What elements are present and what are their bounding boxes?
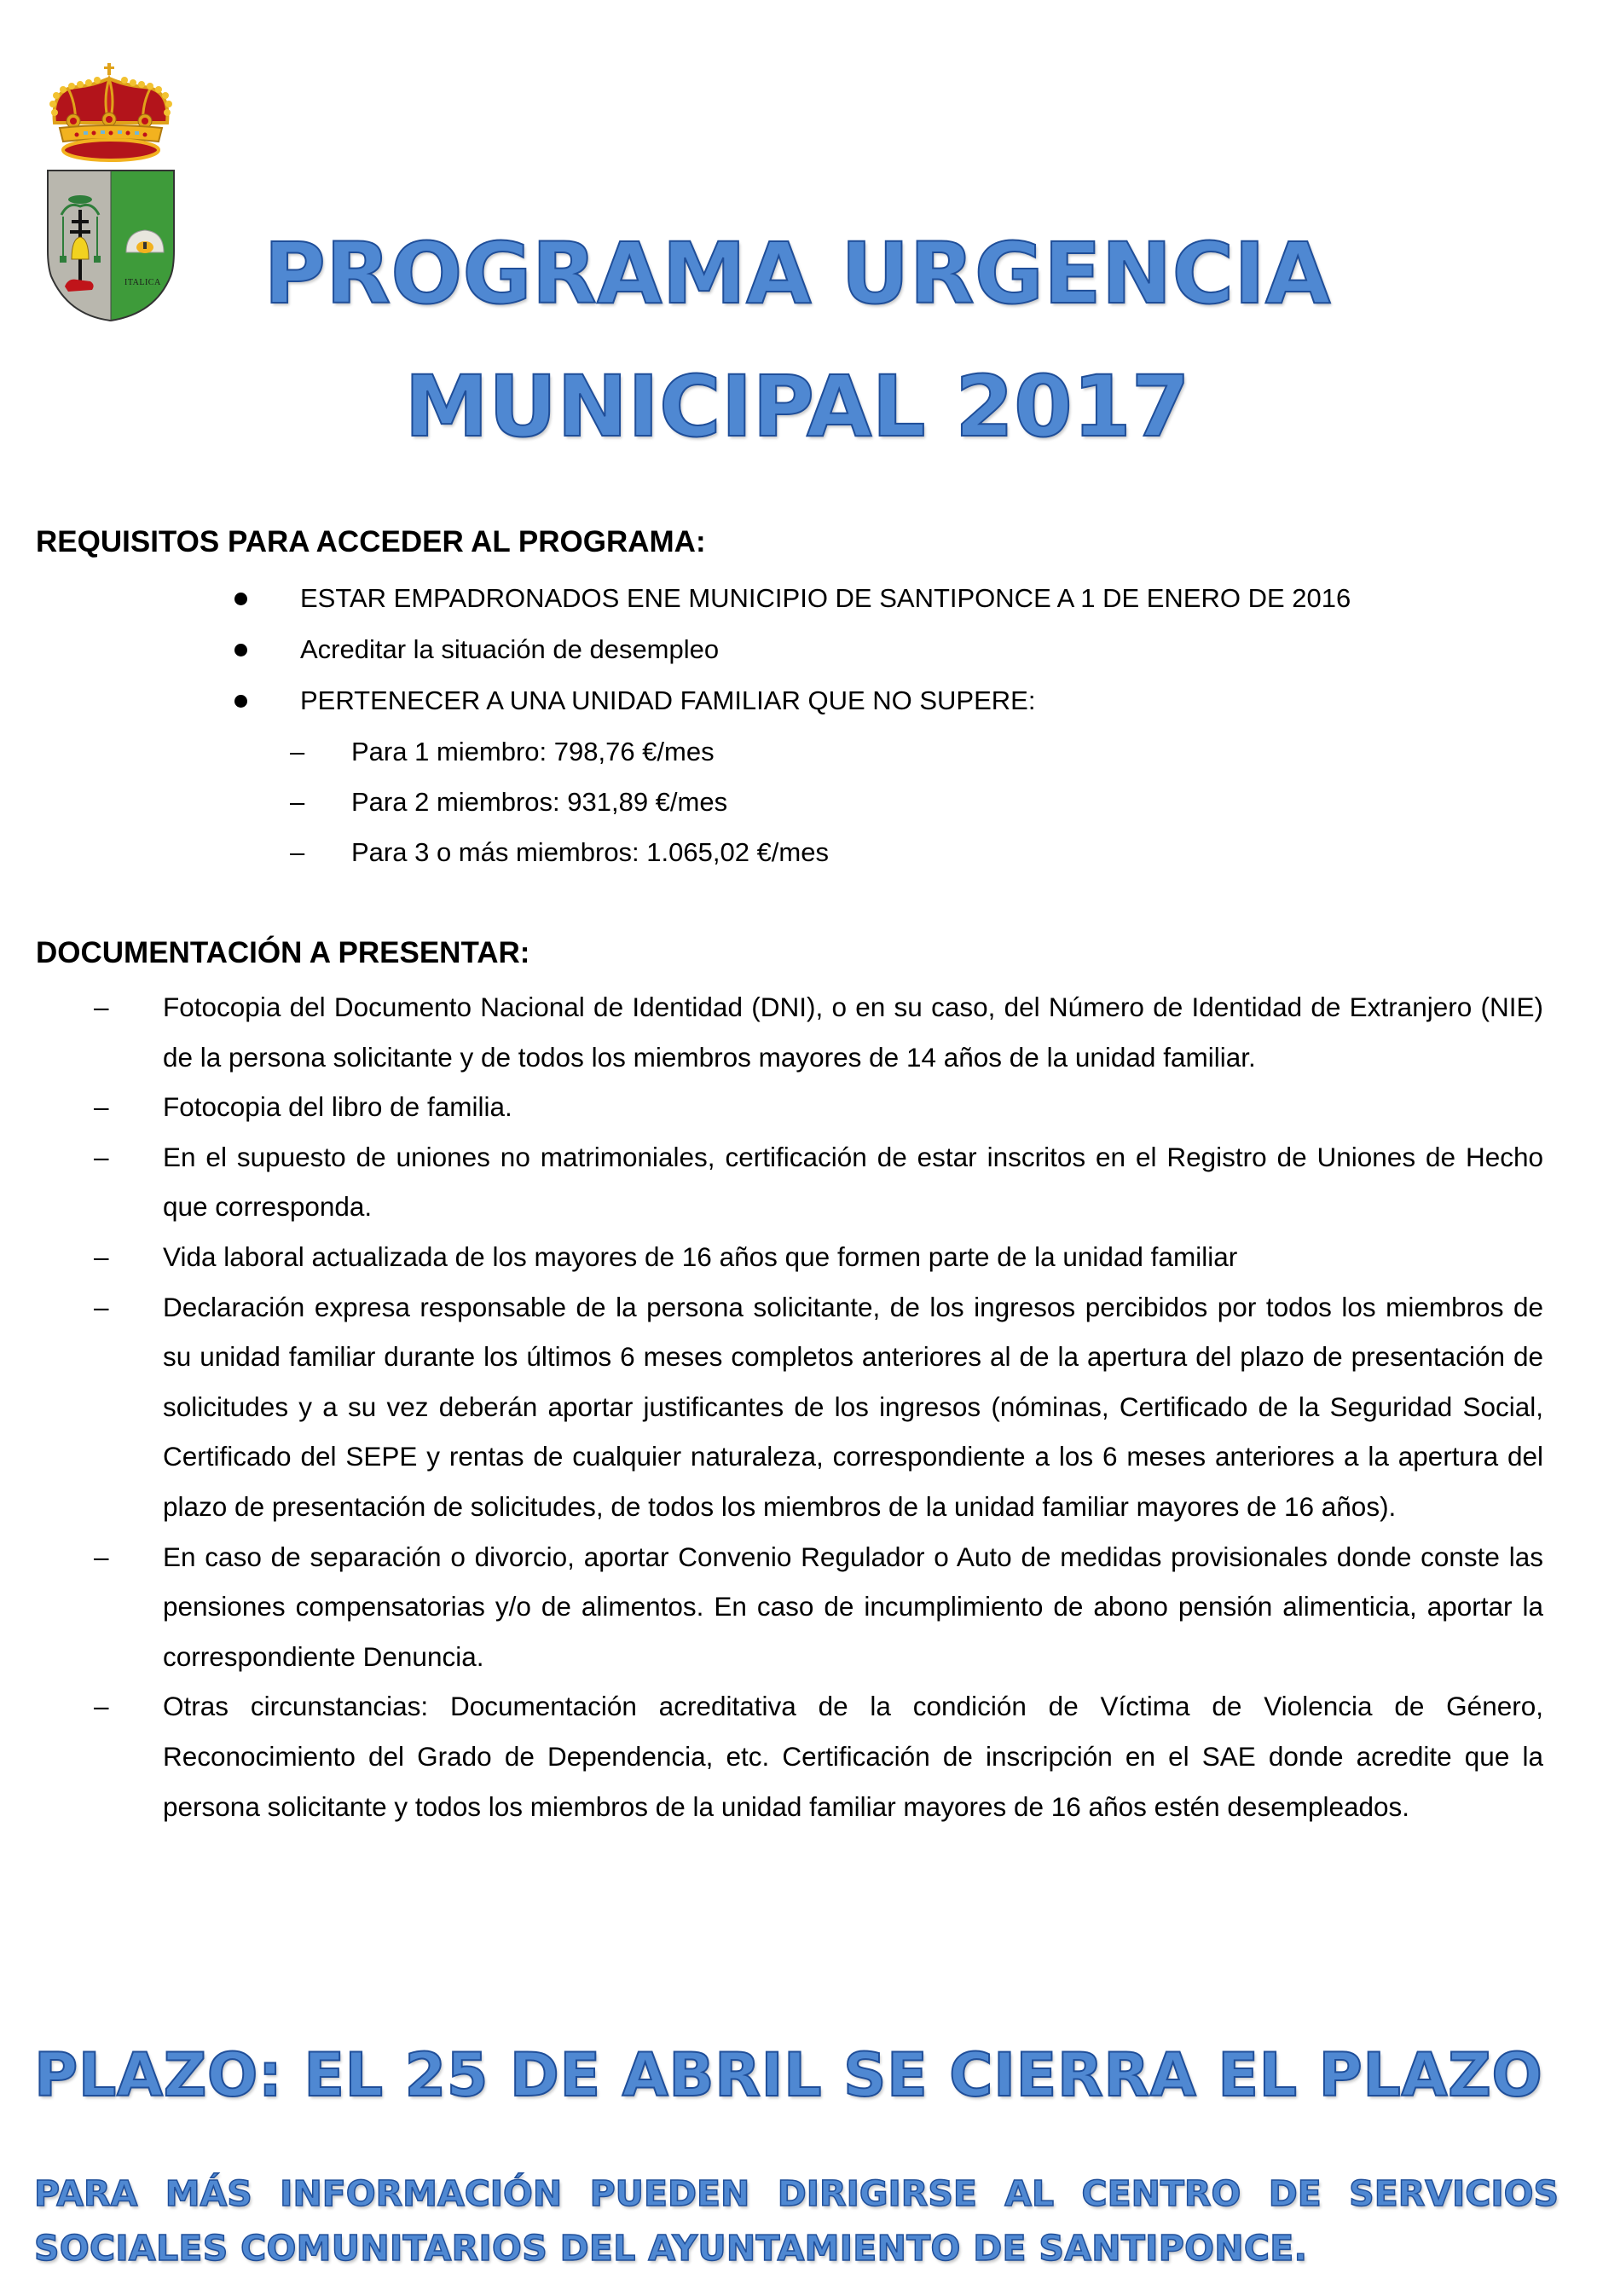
page-title-line-1: PROGRAMA URGENCIA <box>263 225 1331 323</box>
requirement-text: Acreditar la situación de desempleo <box>300 634 720 664</box>
info-notice-line-1: PARA MÁS INFORMACIÓN PUEDEN DIRIGIRSE AL CENTRO DE SERVICIOS <box>34 2173 1559 2214</box>
documentation-item <box>94 982 1543 1082</box>
dash-icon: – <box>94 1291 109 1322</box>
crest-label: ITALICA <box>124 278 161 287</box>
documentation-text: Otras circunstancias: Documentación acreditativa de la condición de Víctima de Violencia de Género, Reconocimiento del Grado de Dependencia, etc. Certificación de inscripción en el SAE donde acredite que la persona solicitante y todos los miembros de la unidad familiar mayores de 16 años estén desempleados. <box>163 1691 1543 1822</box>
documentation-text: Vida laboral actualizada de los mayores de 16 años que formen parte de la unidad familiar <box>163 1241 1238 1272</box>
income-limit-text: Para 3 o más miembros: 1.065,02 €/mes <box>351 837 829 867</box>
municipal-coat-of-arms <box>43 63 179 322</box>
info-notice-line-2: SOCIALES COMUNITARIOS DEL AYUNTAMIENTO DE SANTIPONCE. <box>34 2228 1308 2269</box>
documentation-text: Fotocopia del Documento Nacional de Identidad (DNI), o en su caso, del Número de Identidad de Extranjero (NIE) de la persona solicitante y de todos los miembros mayores de 14 años de la unidad familiar. <box>163 992 1543 1073</box>
documentation-text: Declaración expresa responsable de la persona solicitante, de los ingresos percibidos por todos los miembros de su unidad familiar durante los últimos 6 meses completos anteriores al de la apertura del plazo de presentación de solicitudes y a su vez deberán aportar justificantes de los ingresos (nóminas, Certificado de la Seguridad Social, Certificado del SEPE y rentas de cualquier naturaleza, correspondiente a los 6 meses anteriores a la apertura del plazo de presentación de solicitudes, de todos los miembros de la unidad familiar mayores de 16 años). <box>163 1291 1543 1522</box>
dash-icon: – <box>94 1241 109 1272</box>
documentation-item <box>94 1132 1543 1232</box>
requirement-text: ESTAR EMPADRONADOS ENE MUNICIPIO DE SANTIPONCE A 1 DE ENERO DE 2016 <box>300 583 1351 613</box>
dash-icon: – <box>290 837 305 867</box>
bullet-icon <box>234 644 247 656</box>
documentation-item <box>94 1532 1543 1682</box>
income-limit-text: Para 2 miembros: 931,89 €/mes <box>351 787 728 817</box>
documentation-item <box>94 1082 1543 1132</box>
requirement-text: PERTENECER A UNA UNIDAD FAMILIAR QUE NO SUPERE: <box>300 685 1036 715</box>
crown-icon <box>49 63 172 160</box>
documentation-item <box>94 1232 1543 1282</box>
documentation-text: En caso de separación o divorcio, aportar Convenio Regulador o Auto de medidas provisionales donde conste las pensiones compensatorias y/o de alimentos. En caso de incumplimiento de abono pensión alimenticia, aportar la correspondiente Denuncia. <box>163 1541 1543 1672</box>
documentation-item <box>94 1282 1543 1532</box>
dash-icon: – <box>290 737 305 766</box>
dash-icon: – <box>94 992 109 1022</box>
dash-icon: – <box>94 1541 109 1572</box>
income-limit-text: Para 1 miembro: 798,76 €/mes <box>351 737 715 766</box>
documentation-text: Fotocopia del libro de familia. <box>163 1091 512 1123</box>
bullet-icon <box>234 695 247 708</box>
documentation-item <box>94 1681 1543 1831</box>
page-title-line-2: MUNICIPAL 2017 <box>404 358 1190 456</box>
dash-icon: – <box>94 1141 109 1172</box>
dash-icon: – <box>290 787 305 817</box>
dash-icon: – <box>94 1691 109 1722</box>
dash-icon: – <box>94 1091 109 1123</box>
shield-icon <box>48 171 174 321</box>
requirements-heading: REQUISITOS PARA ACCEDER AL PROGRAMA: <box>36 525 706 558</box>
bullet-icon <box>234 593 247 605</box>
documentation-list <box>94 982 1543 1831</box>
documentation-text: En el supuesto de uniones no matrimoniales, certificación de estar inscritos en el Registro de Uniones de Hecho que corresponda. <box>163 1141 1543 1223</box>
deadline-notice: PLAZO: EL 25 DE ABRIL SE CIERRA EL PLAZO <box>34 2040 1543 2110</box>
documentation-heading: DOCUMENTACIÓN A PRESENTAR: <box>36 936 530 969</box>
